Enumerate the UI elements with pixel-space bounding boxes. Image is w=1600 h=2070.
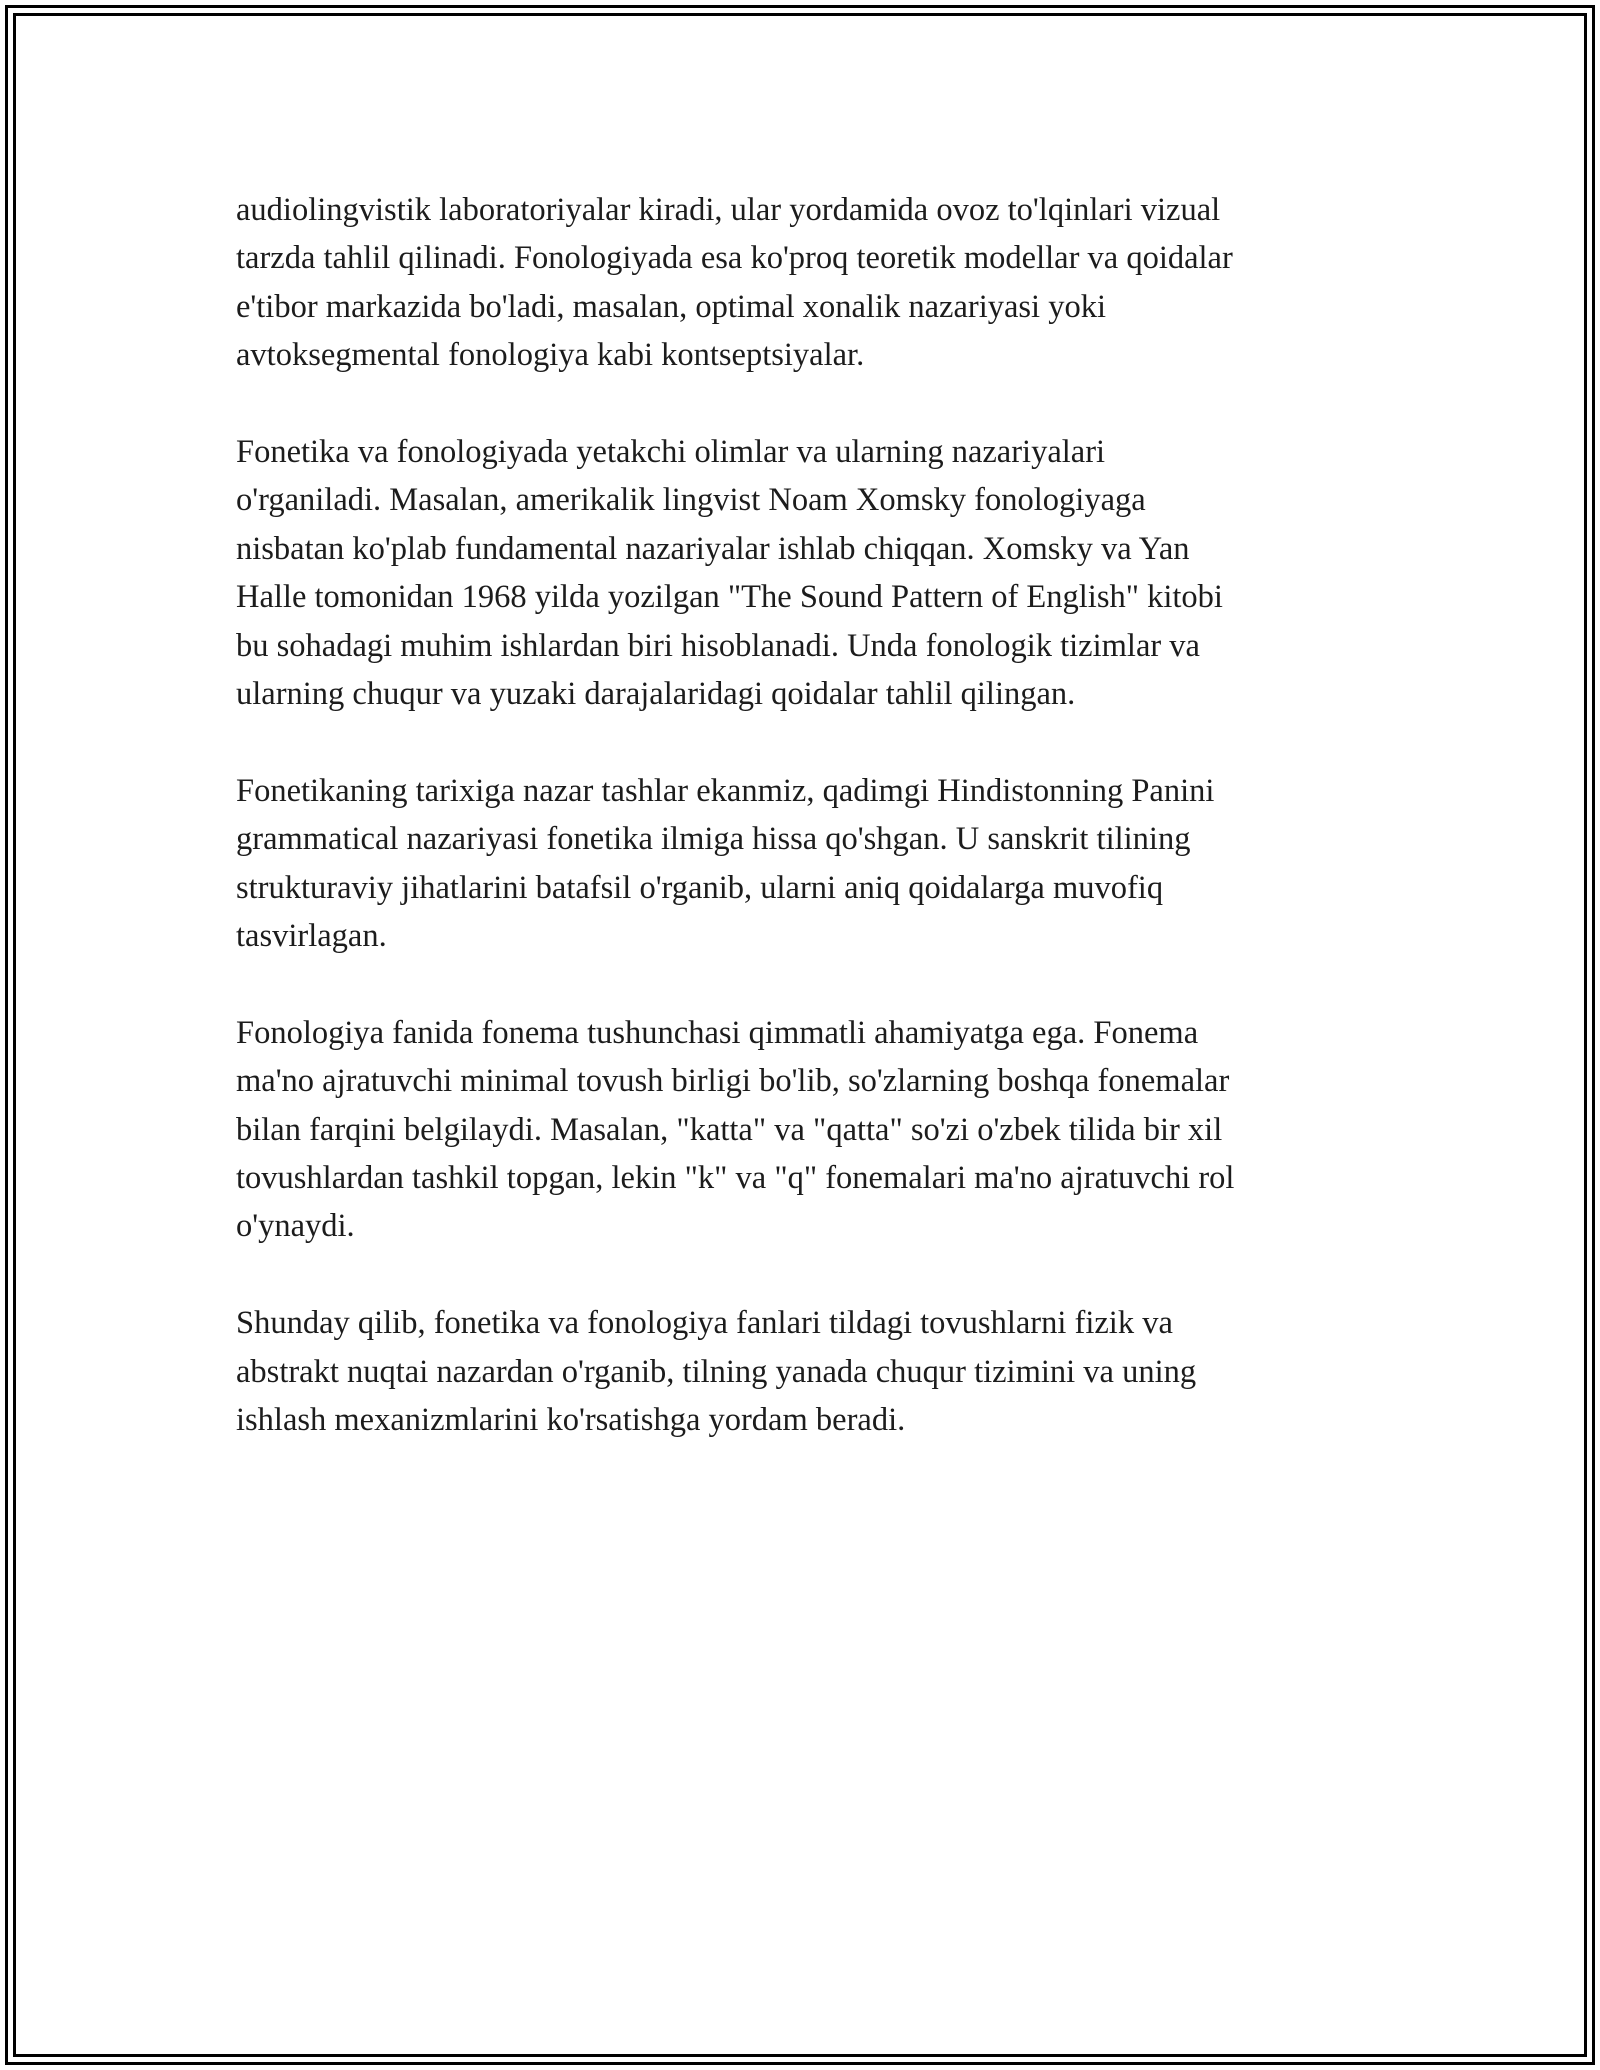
text-line: tasvirlagan. <box>236 918 387 955</box>
text-line: ularning chuqur va yuzaki darajalaridagi qoidalar tahlil qilingan. <box>236 676 1076 713</box>
text-line: bilan farqini belgilaydi. Masalan, "katta" va "qatta" so'zi o'zbek tilida bir xil <box>236 1111 1223 1148</box>
text-line: Shunday qilib, fonetika va fonologiya fanlari tildagi tovushlarni fizik va <box>236 1305 1173 1342</box>
text-line: ishlash mexanizmlarini ko'rsatishga yordam beradi. <box>236 1402 906 1439</box>
document-body <box>236 186 1416 1493</box>
text-line: Fonologiya fanida fonema tushunchasi qimmatli ahamiyatga ega. Fonema <box>236 1014 1199 1051</box>
text-line: tovushlardan tashkil topgan, lekin "k" va "q" fonemalari ma'no ajratuvchi rol <box>236 1160 1235 1197</box>
paragraph-1 <box>236 186 1416 380</box>
paragraph-2 <box>236 428 1416 718</box>
text-line: o'rganiladi. Masalan, amerikalik lingvist Noam Xomsky fonologiyaga <box>236 482 1146 519</box>
text-line: ma'no ajratuvchi minimal tovush birligi bo'lib, so'zlarning boshqa fonemalar <box>236 1063 1230 1100</box>
text-line: Fonetika va fonologiyada yetakchi olimlar va ularning nazariyalari <box>236 434 1106 471</box>
text-line: grammatical nazariyasi fonetika ilmiga hissa qo'shgan. U sanskrit tilining <box>236 821 1191 858</box>
text-line: tarzda tahlil qilinadi. Fonologiyada esa ko'proq teoretik modellar va qoidalar <box>236 240 1233 277</box>
text-line: Halle tomonidan 1968 yilda yozilgan "The Sound Pattern of English" kitobi <box>236 579 1223 616</box>
text-line: audiolingvistik laboratoriyalar kiradi, ular yordamida ovoz to'lqinlari vizual <box>236 192 1221 228</box>
text-line: o'ynaydi. <box>236 1208 355 1245</box>
paragraph-4 <box>236 1009 1416 1251</box>
text-line: abstrakt nuqtai nazardan o'rganib, tilning yanada chuqur tizimini va uning <box>236 1353 1197 1390</box>
text-line: e'tibor markazida bo'ladi, masalan, optimal xonalik nazariyasi yoki <box>236 288 1106 325</box>
text-line: avtoksegmental fonologiya kabi kontseptsiyalar. <box>236 337 865 374</box>
text-line: nisbatan ko'plab fundamental nazariyalar ishlab chiqqan. Xomsky va Yan <box>236 530 1190 567</box>
text-line: Fonetikaning tarixiga nazar tashlar ekanmiz, qadimgi Hindistonning Panini <box>236 772 1215 809</box>
text-line: bu sohadagi muhim ishlardan biri hisoblanadi. Unda fonologik tizimlar va <box>236 627 1200 664</box>
text-line: strukturaviy jihatlarini batafsil o'rganib, ularni aniq qoidalarga muvofiq <box>236 869 1164 906</box>
paragraph-5 <box>236 1299 1416 1444</box>
paragraph-3 <box>236 767 1416 961</box>
